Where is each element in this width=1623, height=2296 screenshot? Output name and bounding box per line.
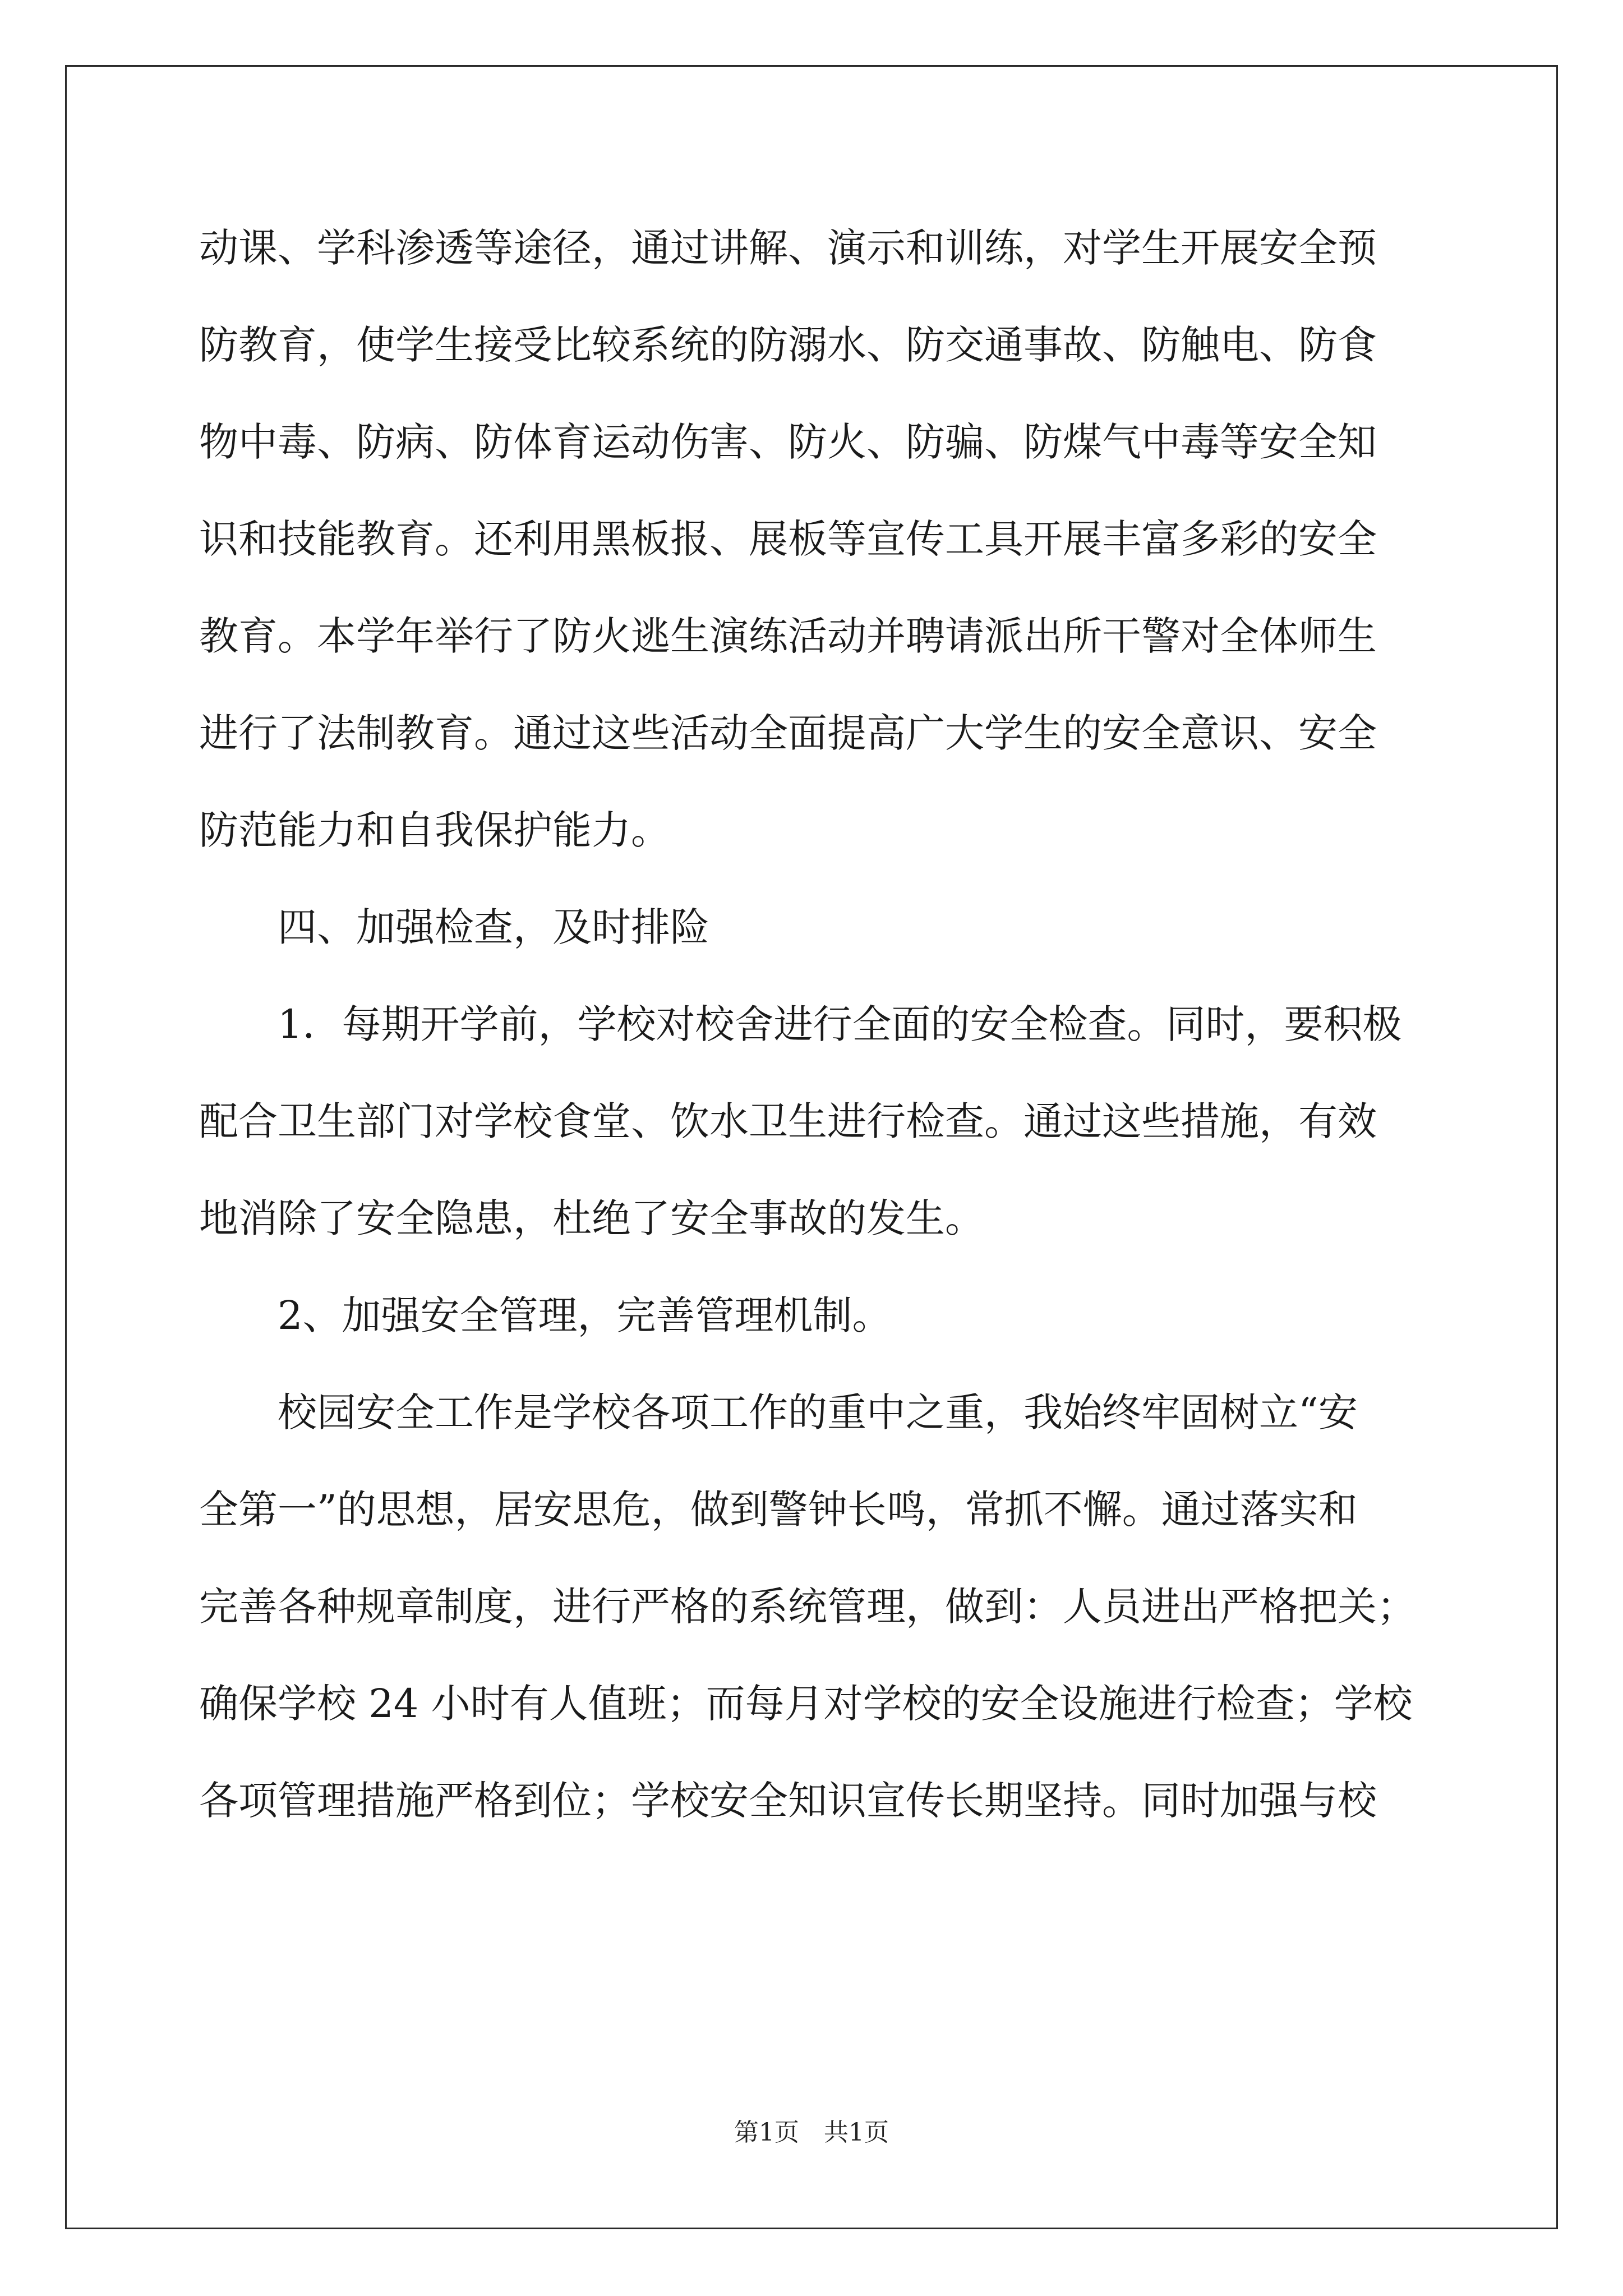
section-heading: 四、加强检查，及时排险 bbox=[199, 904, 709, 950]
text-line: 物中毒、防病、防体育运动伤害、防火、防骗、防煤气中毒等安全知 bbox=[199, 419, 1377, 465]
text-line: 校园安全工作是学校各项工作的重中之重，我始终牢固树立“安 bbox=[199, 1389, 1358, 1435]
text-line: 防范能力和自我保护能力。 bbox=[199, 807, 670, 853]
text-line: 教育。本学年举行了防火逃生演练活动并聘请派出所干警对全体师生 bbox=[199, 613, 1377, 659]
text-line: 全第一”的思想，居安思危，做到警钟长鸣，常抓不懈。通过落实和 bbox=[199, 1487, 1358, 1533]
text-line: 配合卫生部门对学校食堂、饮水卫生进行检查。通过这些措施，有效 bbox=[199, 1098, 1377, 1144]
text-line: 进行了法制教育。通过这些活动全面提高广大学生的安全意识、安全 bbox=[199, 710, 1377, 756]
text-line: 动课、学科渗透等途径，通过讲解、演示和训练，对学生开展安全预 bbox=[199, 225, 1377, 271]
text-line: 防教育，使学生接受比较系统的防溺水、防交通事故、防触电、防食 bbox=[199, 322, 1377, 368]
text-line: 完善各种规章制度，进行严格的系统管理，做到：人员进出严格把关； bbox=[199, 1584, 1416, 1630]
text-line: 地消除了安全隐患，杜绝了安全事故的发生。 bbox=[199, 1195, 984, 1241]
text-line: 1．每期开学前，学校对校舍进行全面的安全检查。同时，要积极 bbox=[199, 1001, 1402, 1047]
text-line: 2、加强安全管理，完善管理机制。 bbox=[199, 1292, 892, 1338]
page-footer: 第1页 共1页 bbox=[734, 2118, 889, 2147]
text-line: 识和技能教育。还利用黑板报、展板等宣传工具开展丰富多彩的安全 bbox=[199, 516, 1377, 562]
text-line: 确保学校 24 小时有人值班；而每月对学校的安全设施进行检查；学校 bbox=[199, 1681, 1413, 1727]
text-line: 各项管理措施严格到位；学校安全知识宣传长期坚持。同时加强与校 bbox=[199, 1778, 1377, 1824]
page-border bbox=[65, 65, 1558, 2229]
